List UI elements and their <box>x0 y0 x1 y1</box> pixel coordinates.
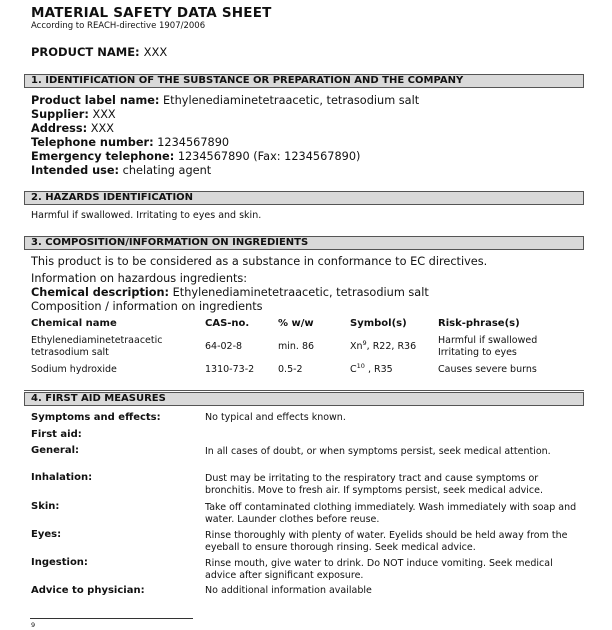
inhalation-label: Inhalation: <box>31 472 93 483</box>
emergency-label: Emergency telephone: <box>31 150 175 163</box>
product-name-value: XXX <box>143 45 168 59</box>
symptoms-text: No typical and effects known. <box>205 412 346 423</box>
column-header-risk-phrases: Risk-phrase(s) <box>438 318 520 329</box>
ingestion-label: Ingestion: <box>31 557 88 568</box>
table-row-2-symbol-footnote: 10 <box>356 361 365 370</box>
skin-label: Skin: <box>31 501 60 512</box>
skin-text: Take off contaminated clothing immediately. Wash immediately with soap and water. Launder clothes before reuse. <box>205 502 577 525</box>
product-label-row <box>31 94 419 107</box>
product-name-label: PRODUCT NAME: <box>31 45 140 59</box>
table-row-1-symbol-rest: , R22, R36 <box>366 341 417 352</box>
table-row-1-risk-line-2: Irritating to eyes <box>438 346 517 358</box>
chemical-description-value: Ethylenediaminetetraacetic, tetrasodium salt <box>172 286 429 299</box>
table-row-1-name <box>31 335 162 358</box>
column-header-symbols: Symbol(s) <box>350 318 407 329</box>
table-row-1-risk <box>438 335 537 358</box>
composition-line-4: Composition / information on ingredients <box>31 300 263 313</box>
intended-use-label: Intended use: <box>31 164 120 177</box>
supplier-label: Supplier: <box>31 108 89 121</box>
intended-use-value: chelating agent <box>122 164 212 177</box>
first-aid-label: First aid: <box>31 429 82 440</box>
supplier-row <box>31 108 116 121</box>
table-row-1-risk-line-1: Harmful if swallowed <box>438 335 538 346</box>
advice-label: Advice to physician: <box>31 585 145 596</box>
product-name <box>31 45 167 59</box>
table-row-1-cas: 64-02-8 <box>205 341 243 352</box>
address-value: XXX <box>90 122 114 135</box>
table-row-1-name-line-2: tetrasodium salt <box>31 346 109 358</box>
supplier-value: XXX <box>92 108 116 121</box>
address-row <box>31 122 114 135</box>
product-label-label: Product label name: <box>31 94 160 107</box>
telephone-value: 1234567890 <box>157 136 230 149</box>
telephone-label: Telephone number: <box>31 136 154 149</box>
table-row-2-symbol-rest: , R35 <box>364 364 393 375</box>
section-4-top-rule <box>24 390 584 391</box>
inhalation-text: Dust may be irritating to the respiratory tract and cause symptoms or bronchitis. Move to fresh air. If symptoms persist, seek medical advice. <box>205 473 543 496</box>
hazards-text: Harmful if swallowed. Irritating to eyes and skin. <box>31 210 262 221</box>
composition-line-1: This product is to be considered as a substance in conformance to EC directives. <box>31 255 488 268</box>
document-title: MATERIAL SAFETY DATA SHEET <box>31 5 272 21</box>
symptoms-label: Symptoms and effects: <box>31 412 161 423</box>
eyes-text: Rinse thoroughly with plenty of water. Eyelids should be held away from the eyeball to ensure thorough rinsing. Seek medical advice. <box>205 530 568 553</box>
table-row-2-percent: 0.5-2 <box>278 364 303 375</box>
table-row-2-name: Sodium hydroxide <box>31 364 117 375</box>
table-row-2-cas: 1310-73-2 <box>205 364 255 375</box>
footnote-rule <box>30 618 193 619</box>
general-text: In all cases of doubt, or when symptoms persist, seek medical attention. <box>205 446 551 457</box>
section-1-heading: 1. IDENTIFICATION OF THE SUBSTANCE OR PREPARATION AND THE COMPANY <box>24 74 584 88</box>
column-header-cas-no: CAS-no. <box>205 318 250 329</box>
general-label: General: <box>31 445 79 456</box>
footnote-mark: 9 <box>31 621 36 629</box>
emergency-row <box>31 150 360 163</box>
table-row-1-name-line-1: Ethylenediaminetetraacetic <box>31 335 163 346</box>
eyes-label: Eyes: <box>31 529 62 540</box>
table-row-2-symbols <box>350 361 393 376</box>
table-row-2-risk: Causes severe burns <box>438 364 537 375</box>
advice-text: No additional information available <box>205 585 372 596</box>
product-label-value: Ethylenediaminetetraacetic, tetrasodium salt <box>163 94 420 107</box>
address-label: Address: <box>31 122 88 135</box>
section-3-heading: 3. COMPOSITION/INFORMATION ON INGREDIENTS <box>24 236 584 250</box>
ingestion-text: Rinse mouth, give water to drink. Do NOT induce vomiting. Seek medical advice after significant exposure. <box>205 558 553 581</box>
chemical-description-row <box>31 286 429 299</box>
table-row-1-symbol-footnote: 9 <box>362 338 367 347</box>
composition-line-2: Information on hazardous ingredients: <box>31 272 248 285</box>
section-4-heading: 4. FIRST AID MEASURES <box>24 392 584 406</box>
document-subtitle: According to REACH-directive 1907/2006 <box>31 21 206 31</box>
chemical-description-label: Chemical description: <box>31 286 170 299</box>
telephone-row <box>31 136 229 149</box>
section-2-heading: 2. HAZARDS IDENTIFICATION <box>24 191 584 205</box>
table-row-2-symbol-base: C <box>350 364 357 375</box>
column-header-chemical-name: Chemical name <box>31 318 117 329</box>
intended-use-row <box>31 164 211 177</box>
table-row-1-symbol-base: Xn <box>350 341 363 352</box>
table-row-1-symbols <box>350 338 417 353</box>
table-row-1-percent: min. 86 <box>278 341 315 352</box>
column-header-percent: % w/w <box>278 318 314 329</box>
emergency-value: 1234567890 (Fax: 1234567890) <box>177 150 361 163</box>
